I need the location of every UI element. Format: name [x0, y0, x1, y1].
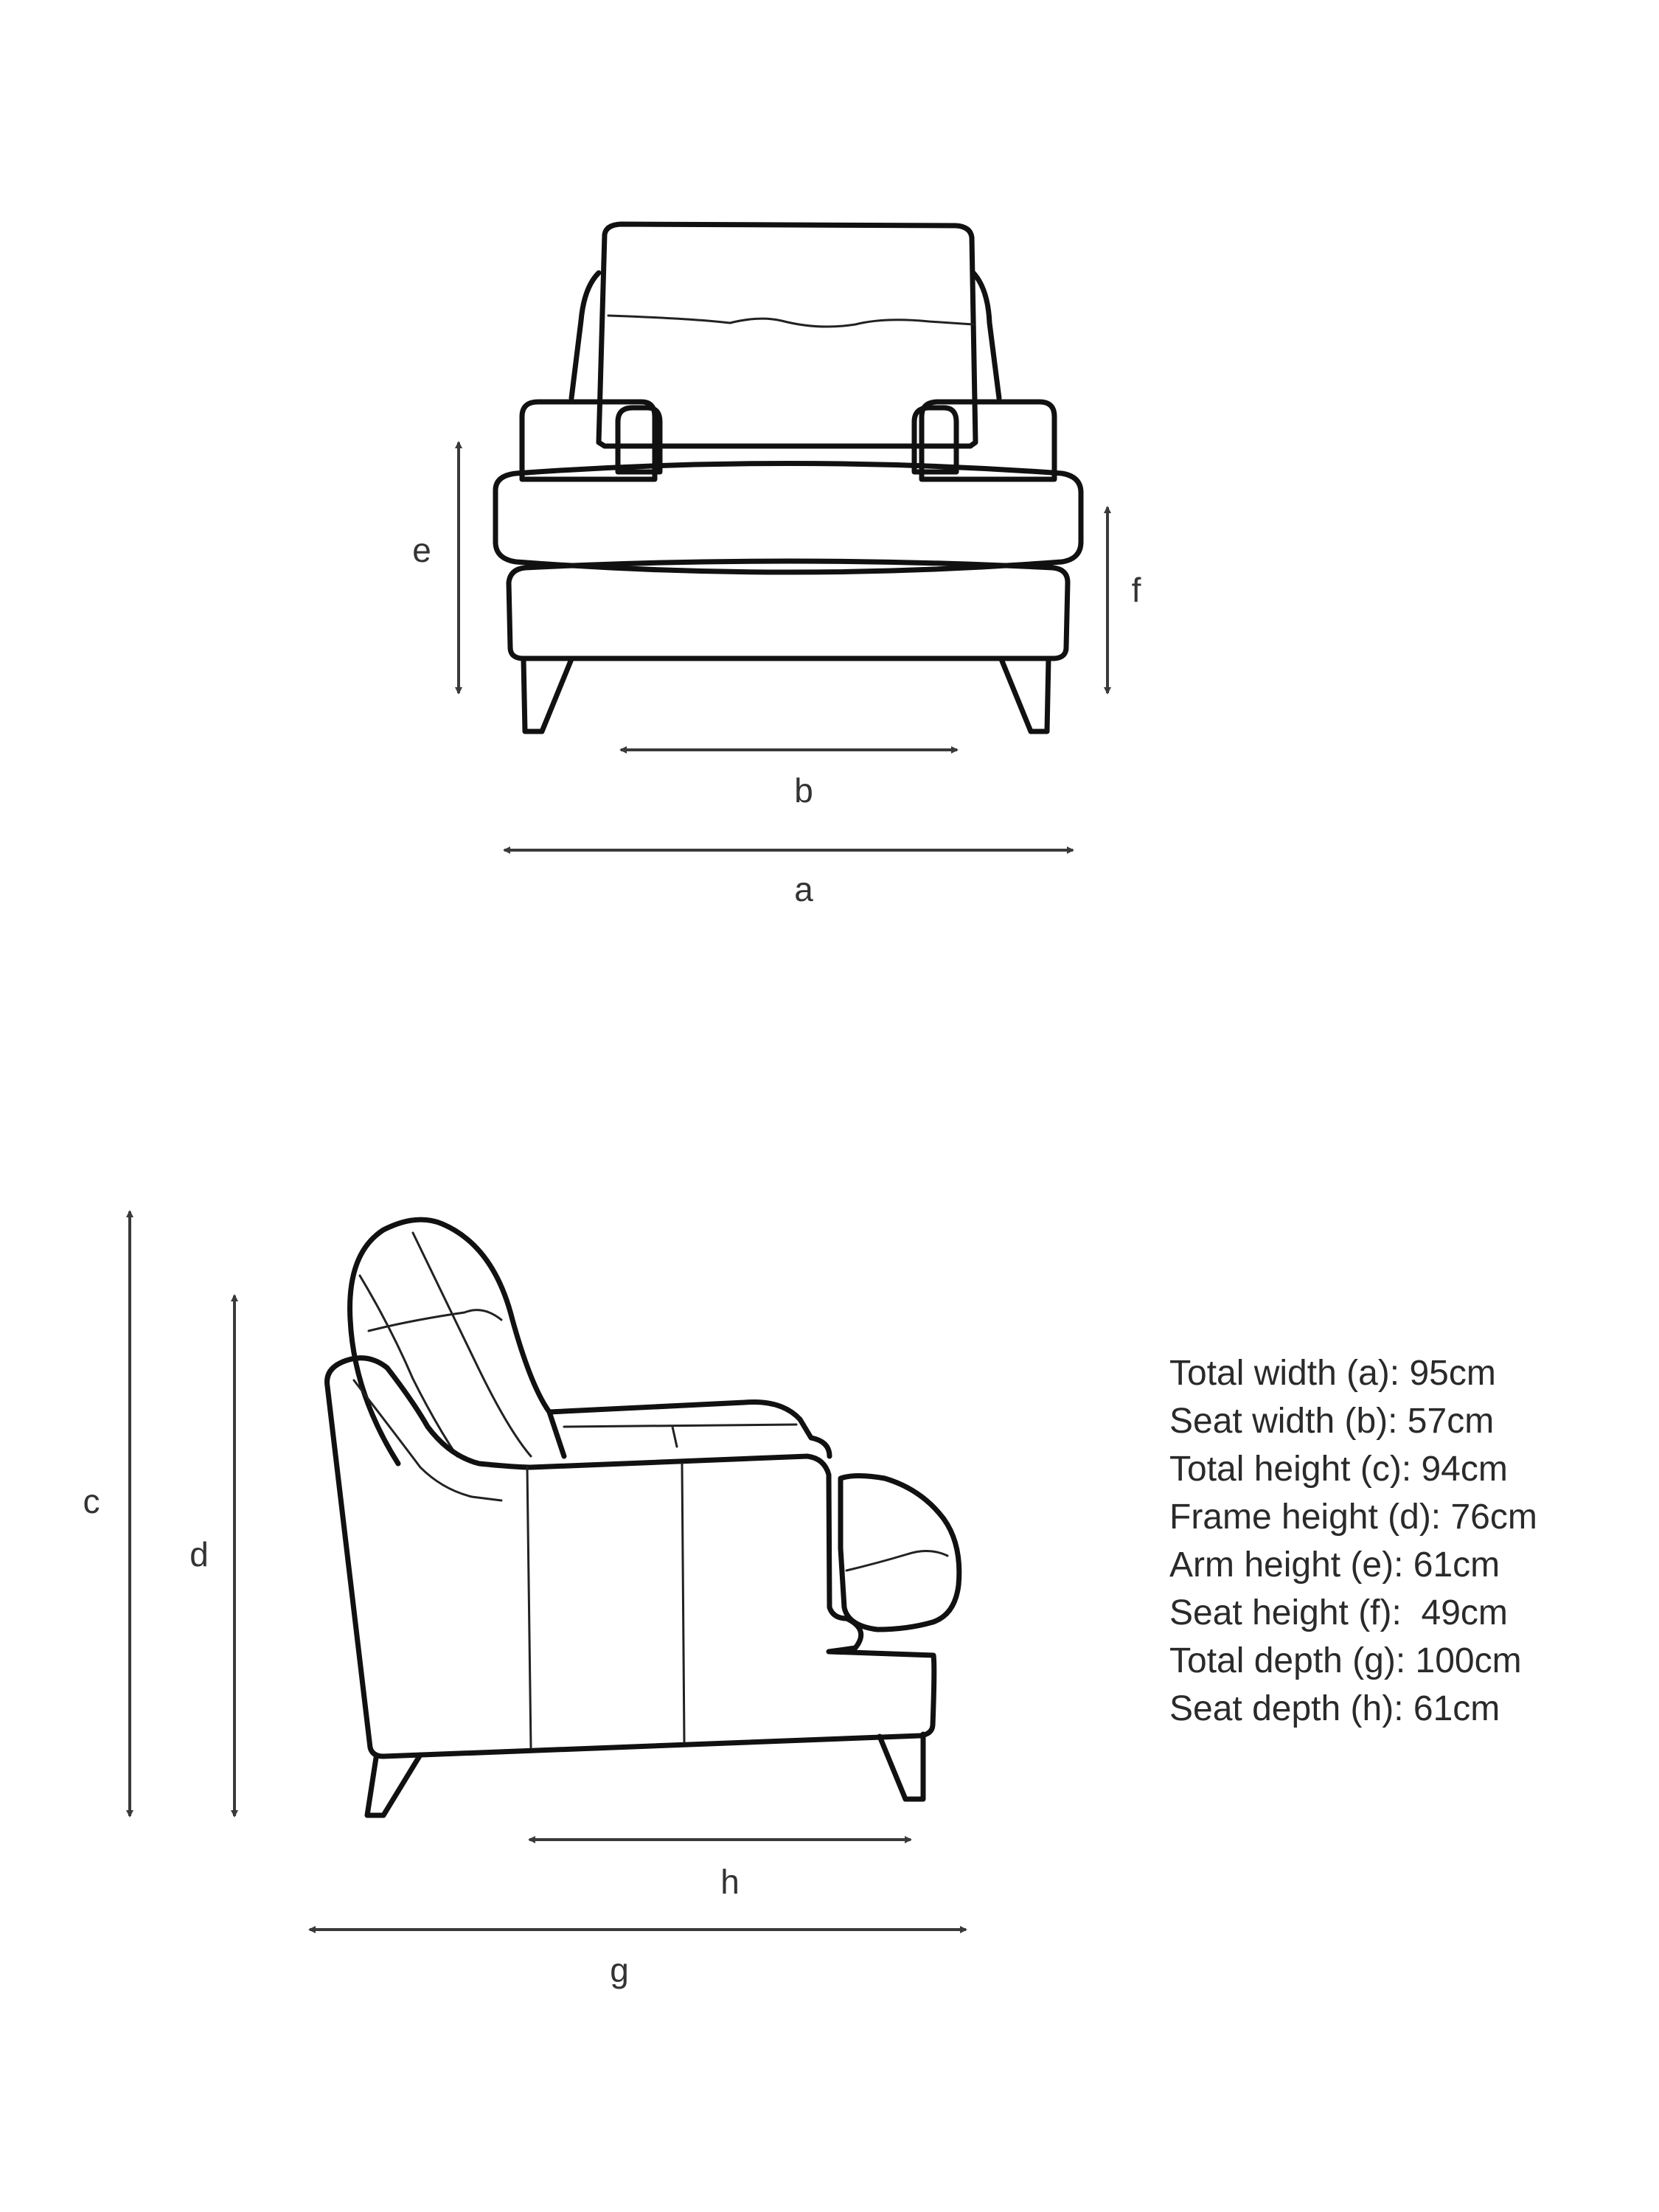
side-inner-line — [354, 1380, 501, 1500]
side-leg-front — [880, 1734, 923, 1799]
dimension-e — [412, 442, 459, 693]
dimension-label-c: c — [83, 1482, 100, 1520]
spec-frame-height: Frame height (d): 76cm — [1169, 1498, 1537, 1537]
dimension-a — [504, 850, 1073, 908]
side-arm-seam — [564, 1425, 796, 1447]
front-base — [509, 561, 1068, 658]
front-back-frame-right — [973, 273, 999, 398]
dimension-h — [529, 1840, 911, 1901]
dimension-b — [621, 750, 957, 810]
spec-total-depth: Total depth (g): 100cm — [1169, 1641, 1522, 1680]
side-panel-line-2 — [682, 1464, 684, 1742]
dimension-label-e: e — [412, 531, 431, 569]
dimension-d — [189, 1295, 234, 1816]
side-arm-front-seam — [846, 1551, 947, 1571]
dimension-label-h: h — [720, 1863, 740, 1901]
side-back-cushion — [350, 1220, 564, 1464]
front-view-armchair — [495, 224, 1081, 731]
side-back-seam-1 — [413, 1233, 531, 1456]
spec-arm-height: Arm height (e): 61cm — [1169, 1545, 1500, 1585]
side-back-seam-2 — [360, 1276, 457, 1456]
front-leg-right — [1001, 659, 1048, 731]
specifications-list — [1169, 1349, 1537, 1733]
front-back-seam — [608, 316, 973, 327]
dimension-label-d: d — [189, 1535, 209, 1573]
spec-seat-depth: Seat depth (h): 61cm — [1169, 1689, 1500, 1728]
dimension-c — [83, 1211, 131, 1816]
dimension-label-b: b — [794, 771, 813, 810]
side-arm-top — [549, 1402, 830, 1456]
front-back-frame-left — [571, 273, 599, 398]
spec-total-height: Total height (c): 94cm — [1169, 1450, 1508, 1489]
dimension-g — [310, 1930, 966, 1989]
dimension-label-f: f — [1131, 571, 1141, 609]
front-leg-left — [524, 659, 571, 731]
side-panel-line-1 — [527, 1467, 531, 1747]
dimension-f — [1107, 507, 1141, 693]
spec-seat-width: Seat width (b): 57cm — [1169, 1402, 1495, 1441]
side-view-armchair — [327, 1220, 959, 1815]
dimension-label-a: a — [794, 870, 813, 908]
dimension-label-g: g — [610, 1951, 629, 1989]
spec-seat-height: Seat height (f): 49cm — [1169, 1593, 1508, 1632]
spec-total-width: Total width (a): 95cm — [1169, 1354, 1496, 1393]
side-leg-back — [367, 1755, 420, 1815]
